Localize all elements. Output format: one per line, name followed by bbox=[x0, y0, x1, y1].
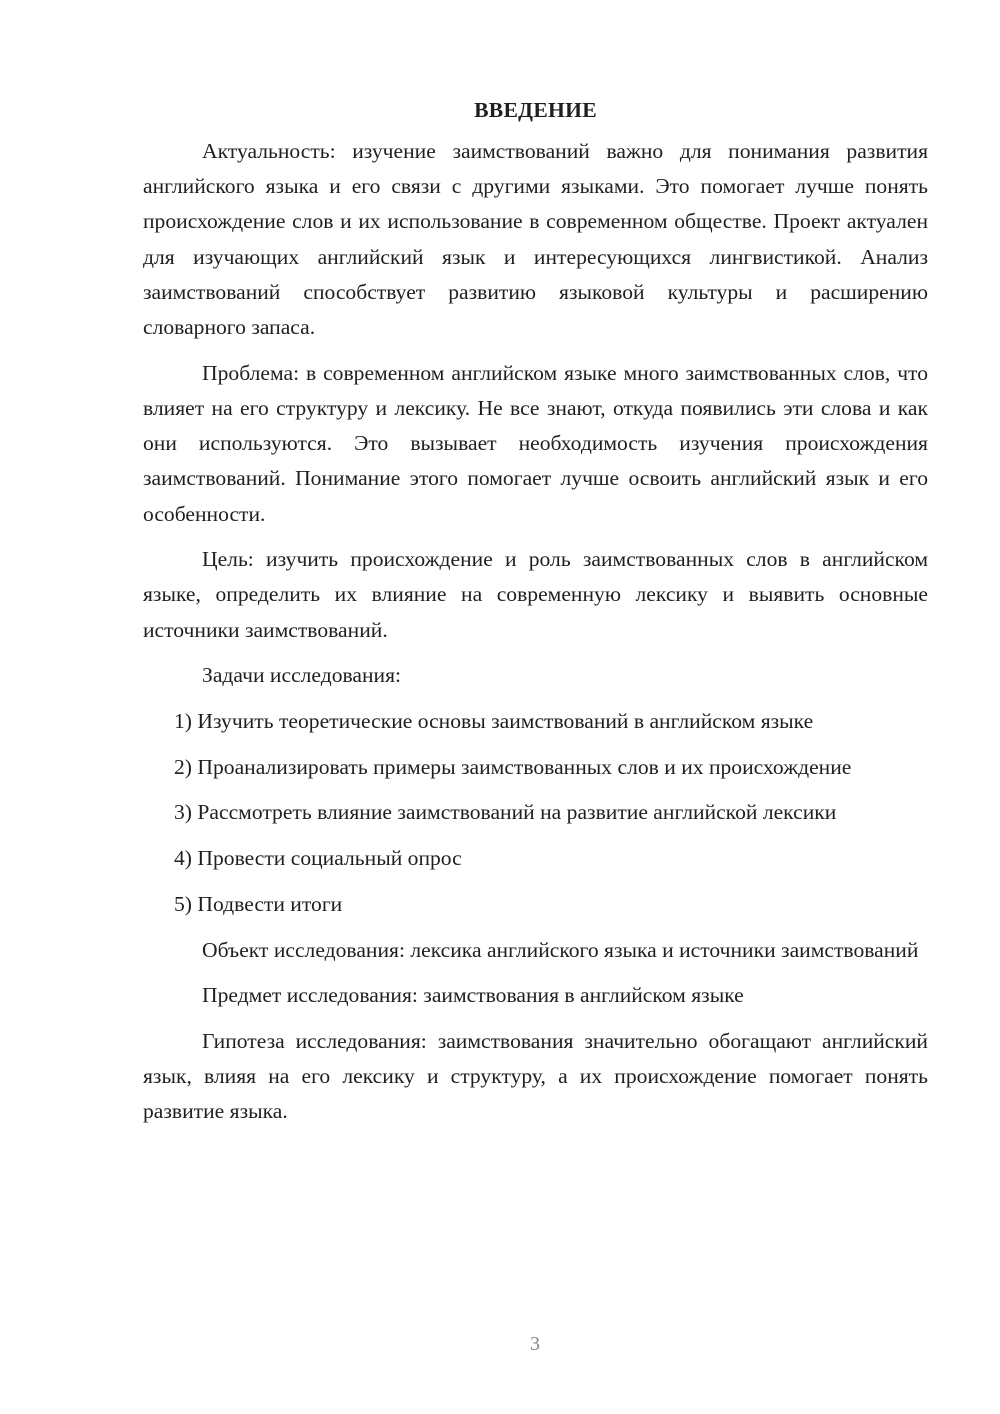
task-item: 4) Провести социальный опрос bbox=[174, 846, 462, 871]
hypothesis-paragraph: Гипотеза исследования: заимствования значительно обогащают английский язык, влияя на его лексику и структуру, а их происхождение помогает понять развитие языка. bbox=[143, 1028, 928, 1124]
page-number: 3 bbox=[530, 1333, 540, 1355]
tasks-heading: Задачи исследования: bbox=[202, 663, 402, 688]
task-item: 1) Изучить теоретические основы заимствований в английском языке bbox=[174, 709, 814, 734]
research-subject-paragraph: Предмет исследования: заимствования в английском языке bbox=[202, 983, 744, 1008]
document-page bbox=[143, 96, 928, 1140]
problem-paragraph: Проблема: в современном английском языке много заимствованных слов, что влияет на его структуру и лексику. Не все знают, откуда появились эти слова и как они используются. Это вызывает необходимость изучения происхождения заимствований. Понимание этого помогает лучше освоить английский язык и его особенности. bbox=[143, 360, 928, 526]
task-item: 5) Подвести итоги bbox=[174, 891, 343, 916]
task-item: 2) Проанализировать примеры заимствованных слов и их происхождение bbox=[174, 754, 852, 779]
relevance-paragraph: Актуальность: изучение заимствований важно для понимания развития английского языка и его связи с другими языками. Это помогает лучше понять происхождение слов и их использование в современном обществе. Проект актуален для изучающих английский язык и интересующихся лингвистикой. Анализ заимствований способствует развитию языковой культуры и расширению словарного запаса. bbox=[143, 139, 928, 340]
goal-paragraph: Цель: изучить происхождение и роль заимствованных слов в английском языке, определить их влияние на современную лексику и выявить основные источники заимствований. bbox=[143, 547, 928, 642]
task-item: 3) Рассмотреть влияние заимствований на развитие английской лексики bbox=[174, 800, 837, 825]
section-title: ВВЕДЕНИЕ bbox=[474, 98, 597, 122]
research-object-paragraph: Объект исследования: лексика английского языка и источники заимствований bbox=[202, 937, 919, 962]
